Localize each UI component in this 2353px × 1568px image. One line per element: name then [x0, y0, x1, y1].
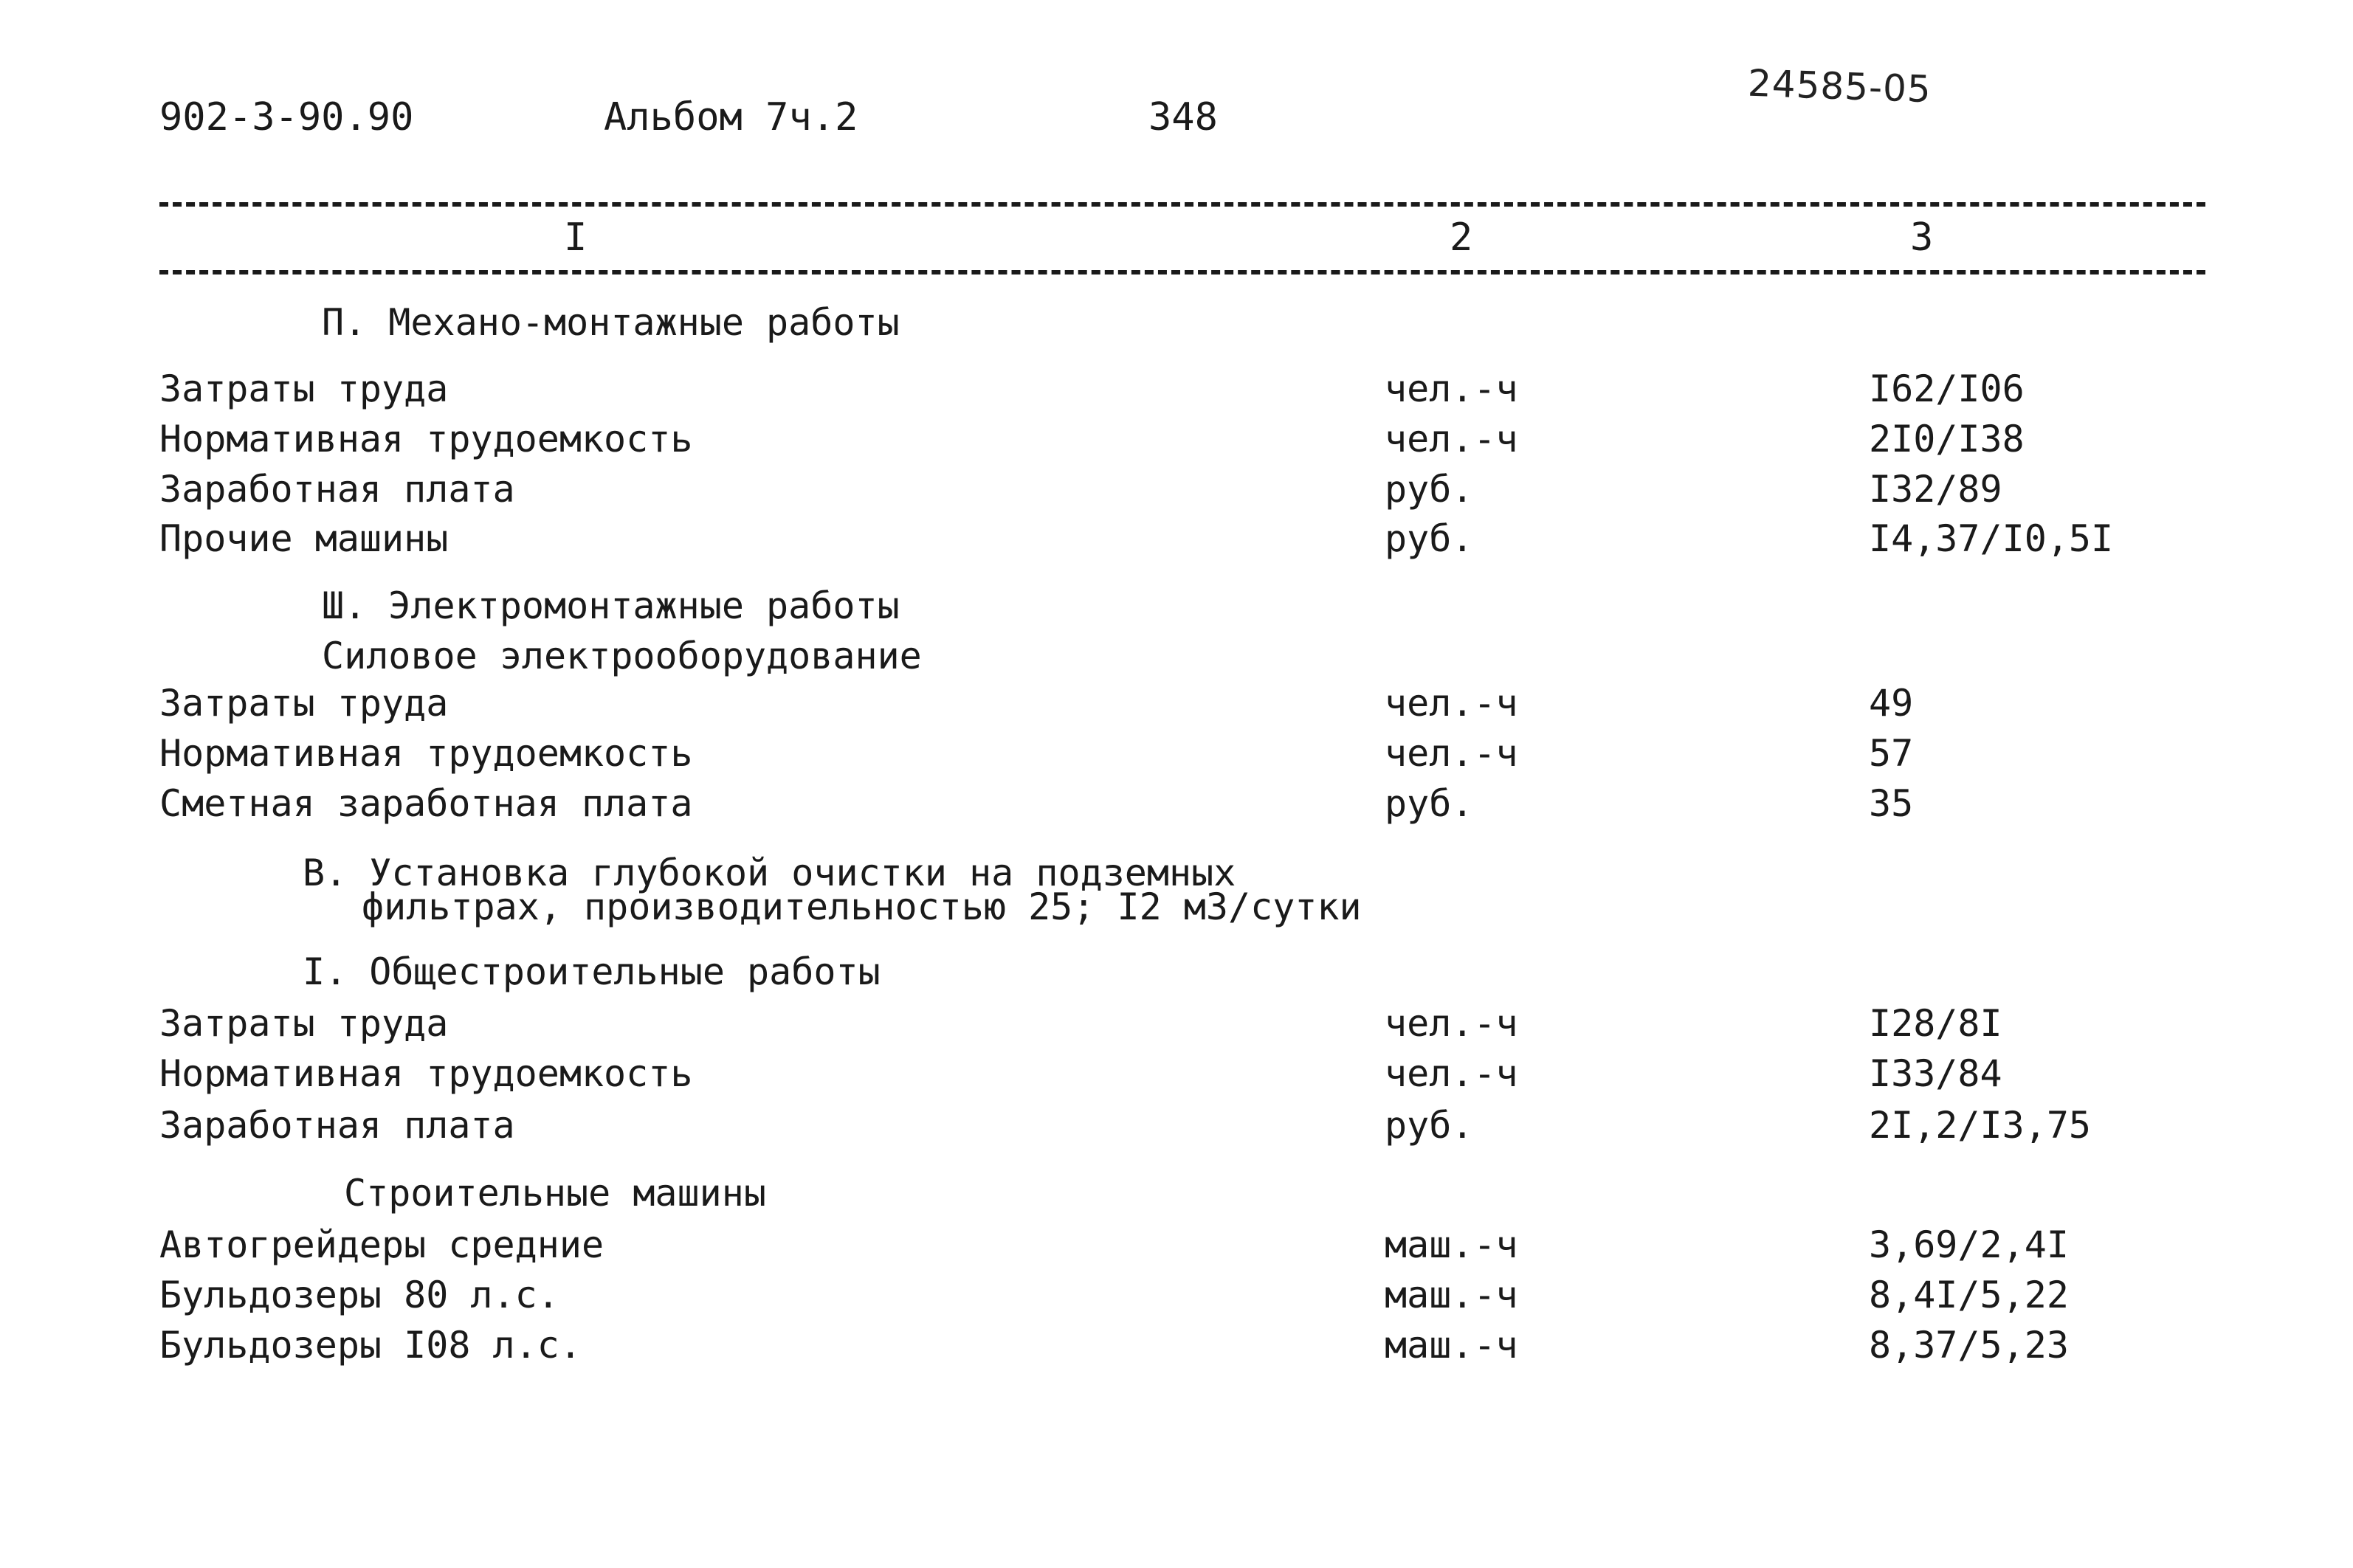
row-unit: маш.-ч — [1385, 1274, 1518, 1316]
row-unit: чел.-ч — [1385, 1052, 1518, 1095]
page-number: 348 — [1148, 95, 1218, 139]
album-label: Альбом 7ч.2 — [604, 95, 858, 139]
column-header-1: I — [564, 215, 588, 260]
section-title: I. Общестроительные работы — [303, 950, 881, 993]
row-value: 8,4I/5,22 — [1869, 1274, 2069, 1316]
row-unit: чел.-ч — [1385, 367, 1518, 410]
row-unit: руб. — [1385, 1104, 1474, 1147]
section-subtitle: Силовое электрооборудование — [322, 635, 922, 677]
row-unit: маш.-ч — [1385, 1324, 1518, 1367]
row-unit: руб. — [1385, 782, 1474, 825]
row-value: 35 — [1869, 782, 1914, 825]
row-value: I33/84 — [1869, 1052, 2002, 1095]
row-name: Нормативная трудоемкость — [159, 732, 693, 775]
row-name: Бульдозеры I08 л.с. — [159, 1324, 582, 1367]
section-title: П. Механо-монтажные работы — [322, 301, 900, 344]
row-value: I28/8I — [1869, 1002, 2002, 1045]
table-top-rule — [159, 202, 2205, 207]
handwritten-stamp: 24585-05 — [1747, 61, 1932, 111]
row-name: Нормативная трудоемкость — [159, 1052, 693, 1095]
row-value: I4,37/I0,5I — [1869, 517, 2114, 560]
row-unit: руб. — [1385, 468, 1474, 511]
row-unit: руб. — [1385, 517, 1474, 560]
section-title: Ш. Электромонтажные работы — [322, 584, 900, 627]
row-value: 2I,2/I3,75 — [1869, 1104, 2092, 1147]
row-name: Затраты труда — [159, 1002, 449, 1045]
row-unit: чел.-ч — [1385, 418, 1518, 460]
row-unit: чел.-ч — [1385, 732, 1518, 775]
row-value: 57 — [1869, 732, 1914, 775]
section-title-line-2: фильтрах, производительностью 25; I2 м3/сутки — [362, 885, 1362, 928]
row-value: 2I0/I38 — [1869, 418, 2025, 460]
row-name: Нормативная трудоемкость — [159, 418, 693, 460]
row-name: Прочие машины — [159, 517, 449, 560]
row-unit: чел.-ч — [1385, 1002, 1518, 1045]
row-unit: чел.-ч — [1385, 682, 1518, 725]
table-header-rule — [159, 270, 2205, 274]
row-name: Затраты труда — [159, 682, 449, 725]
row-unit: маш.-ч — [1385, 1223, 1518, 1266]
row-name: Автогрейдеры средние — [159, 1223, 604, 1266]
column-header-3: 3 — [1910, 215, 1934, 260]
row-name: Заработная плата — [159, 468, 515, 511]
row-value: 8,37/5,23 — [1869, 1324, 2069, 1367]
row-name: Бульдозеры 80 л.с. — [159, 1274, 559, 1316]
row-name: Заработная плата — [159, 1104, 515, 1147]
row-value: 49 — [1869, 682, 1914, 725]
column-header-2: 2 — [1450, 215, 1473, 260]
row-value: 3,69/2,4I — [1869, 1223, 2069, 1266]
document-code: 902-3-90.90 — [159, 95, 414, 139]
section-title: Строительные машины — [344, 1172, 766, 1215]
row-name: Сметная заработная плата — [159, 782, 693, 825]
row-value: I32/89 — [1869, 468, 2002, 511]
row-value: I62/I06 — [1869, 367, 2025, 410]
section-title-line-1: В. Установка глубокой очистки на подземных — [303, 852, 1236, 894]
row-name: Затраты труда — [159, 367, 449, 410]
